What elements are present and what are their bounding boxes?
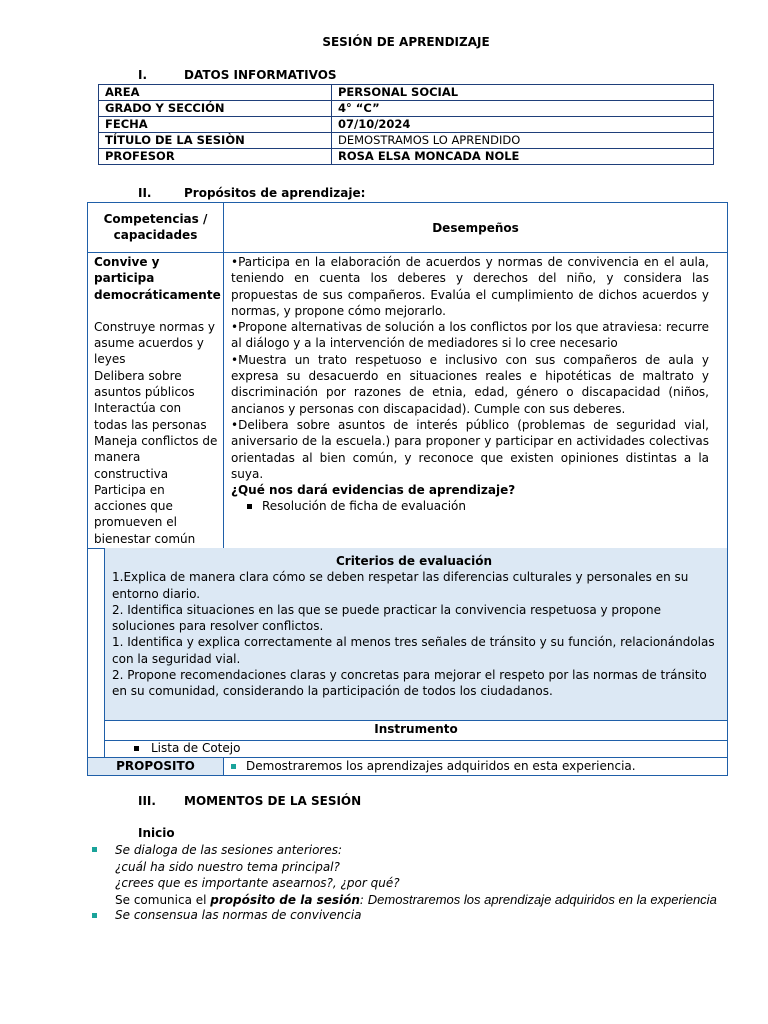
inicio-line-4-bold: propósito de la sesión — [210, 892, 360, 907]
performances-header: Desempeños — [432, 221, 519, 235]
capacity-item — [94, 368, 218, 401]
info-key: TÍTULO DE LA SESIÒN — [99, 133, 332, 149]
criteria-cell — [112, 553, 716, 700]
bullet-icon — [92, 847, 97, 852]
section-3-title: MOMENTOS DE LA SESIÓN — [184, 794, 362, 808]
inicio-line-4-prefix: Se comunica el — [115, 892, 211, 907]
section-2-number: II. — [138, 186, 152, 200]
inicio-line-4-rest: Demostraremos los aprendizaje adquiridos en la experiencia — [367, 891, 717, 907]
criteria-header: Criterios de evaluación — [335, 554, 493, 568]
criterion-item: 1.Explica de manera clara cómo se deben respetar las diferencias culturales y personales en su entorno diario. — [112, 570, 689, 601]
inicio-bullet-1 — [92, 842, 107, 856]
capacity-text: Participa en acciones que promueven el bienestar común — [94, 482, 196, 546]
capacity-text: Delibera sobre asuntos públicos — [94, 368, 195, 400]
purpose-column-divider — [223, 202, 224, 548]
capacity-text: Maneja conflictos de manera constructiva — [94, 433, 218, 481]
capacity-text: Construye normas y asume acuerdos y leyes — [94, 319, 216, 367]
inicio-line-1: Se dialoga de las sesiones anteriores: — [115, 843, 343, 857]
section-2-title: Propósitos de aprendizaje: — [184, 186, 366, 200]
criterion-item: 2. Identifica situaciones en las que se puede practicar la convivencia respetuosa y propone soluciones para resolver conflictos. — [112, 602, 661, 634]
inicio-dialog — [115, 842, 717, 908]
evidence-item — [231, 498, 709, 514]
capacity-item — [94, 433, 218, 482]
section-1-number: I. — [138, 68, 148, 82]
inicio-line-2: ¿cuál ha sido nuestro tema principal? — [115, 859, 340, 874]
info-value: DEMOSTRAMOS LO APRENDIDO — [332, 133, 714, 149]
capacity-item — [94, 400, 218, 433]
performances-cell — [231, 254, 709, 515]
performance-item: •Delibera sobre asuntos de interés público (problemas de seguridad vial, aniversario de la escuela.) para proponer y participar en actividades colectivas orientadas al bien común, y reconoce que existen opiniones distintas a la suya. — [231, 417, 709, 481]
purpose-row-divider — [223, 757, 224, 776]
section-1-title: DATOS INFORMATIVOS — [184, 68, 337, 82]
instrument-item — [134, 741, 240, 755]
bullet-icon — [231, 764, 236, 769]
inicio-line-5: Se consensua las normas de convivencia — [115, 908, 362, 922]
performance-item: •Propone alternativas de solución a los conflictos por los que atraviesa: recurre al diálogo y a la intervención de mediadores si lo cree necesario — [231, 320, 709, 351]
competence-title: Convive y participa democráticamente — [94, 255, 221, 302]
info-row — [99, 133, 714, 149]
info-row — [99, 149, 714, 165]
info-row — [99, 85, 714, 101]
info-table — [98, 84, 714, 165]
performance-item: •Muestra un trato respetuoso e inclusivo con sus compañeros de aula y expresa su desacuerdo en situaciones reales e hipotéticas de maltrato y discriminación por razones de etnia, edad, género o discapacidad (niños, ancianos y personas con discapacidad). Cumple con sus deberes. — [231, 352, 709, 416]
info-key: GRADO Y SECCIÓN — [99, 101, 332, 117]
bullet-icon — [134, 746, 139, 751]
criterion-item: 2. Propone recomendaciones claras y concretas para mejorar el respeto por las normas de tránsito en su comunidad, considerando la participación de todos los ciudadanos. — [112, 668, 707, 699]
criterion-item: 1. Identifica y explica correctamente al menos tres señales de tránsito y su función, relacionándolas con la seguridad vial. — [112, 635, 715, 666]
purpose-text-row — [231, 759, 636, 773]
bullet-icon — [92, 913, 97, 918]
competencies-cell — [94, 254, 221, 547]
capacity-item — [94, 319, 218, 368]
instrument-header: Instrumento — [374, 722, 458, 736]
info-row — [99, 117, 714, 133]
instrument-top-border — [104, 720, 728, 721]
info-value: PERSONAL SOCIAL — [332, 85, 714, 101]
inicio-line-4 — [115, 892, 717, 909]
purpose-header-divider — [87, 252, 728, 253]
section-3-number: III. — [138, 794, 156, 808]
purpose-text: Demostraremos los aprendizajes adquiridos en esta experiencia. — [246, 759, 636, 773]
evidence-question: ¿Qué nos dará evidencias de aprendizaje? — [231, 483, 516, 498]
competencies-header: Competencias / capacidades — [103, 212, 208, 242]
purpose-label: PROPOSITO — [116, 759, 195, 773]
capacity-item — [94, 482, 218, 547]
info-value: 4° “C” — [332, 101, 714, 117]
inicio-title: Inicio — [138, 826, 175, 840]
capacity-text: Interactúa con todas las personas — [94, 401, 207, 432]
info-value: ROSA ELSA MONCADA NOLE — [332, 149, 714, 165]
bullet-icon — [247, 504, 252, 509]
inicio-bullet-2 — [92, 908, 107, 922]
info-key: FECHA — [99, 117, 332, 133]
performance-item: •Participa en la elaboración de acuerdos y normas de convivencia en el aula, teniendo en cuenta los deberes y derechos del niño, y considera las propuestas de sus compañeros. Evalúa el cumplimiento de dichos acuerdos y normas, y propone cómo mejorarlo. — [231, 255, 709, 318]
inicio-line-3: ¿crees que es importante asearnos?, ¿por qué? — [115, 876, 400, 890]
evidence-item-text: Resolución de ficha de evaluación — [262, 499, 466, 514]
instrument-item-text: Lista de Cotejo — [151, 741, 241, 755]
inicio-line-4-colon: : — [359, 892, 368, 907]
info-value: 07/10/2024 — [332, 117, 714, 133]
info-row — [99, 101, 714, 117]
info-key: PROFESOR — [99, 149, 332, 165]
document-title: SESIÓN DE APRENDIZAJE — [322, 35, 490, 49]
info-key: AREA — [99, 85, 332, 101]
